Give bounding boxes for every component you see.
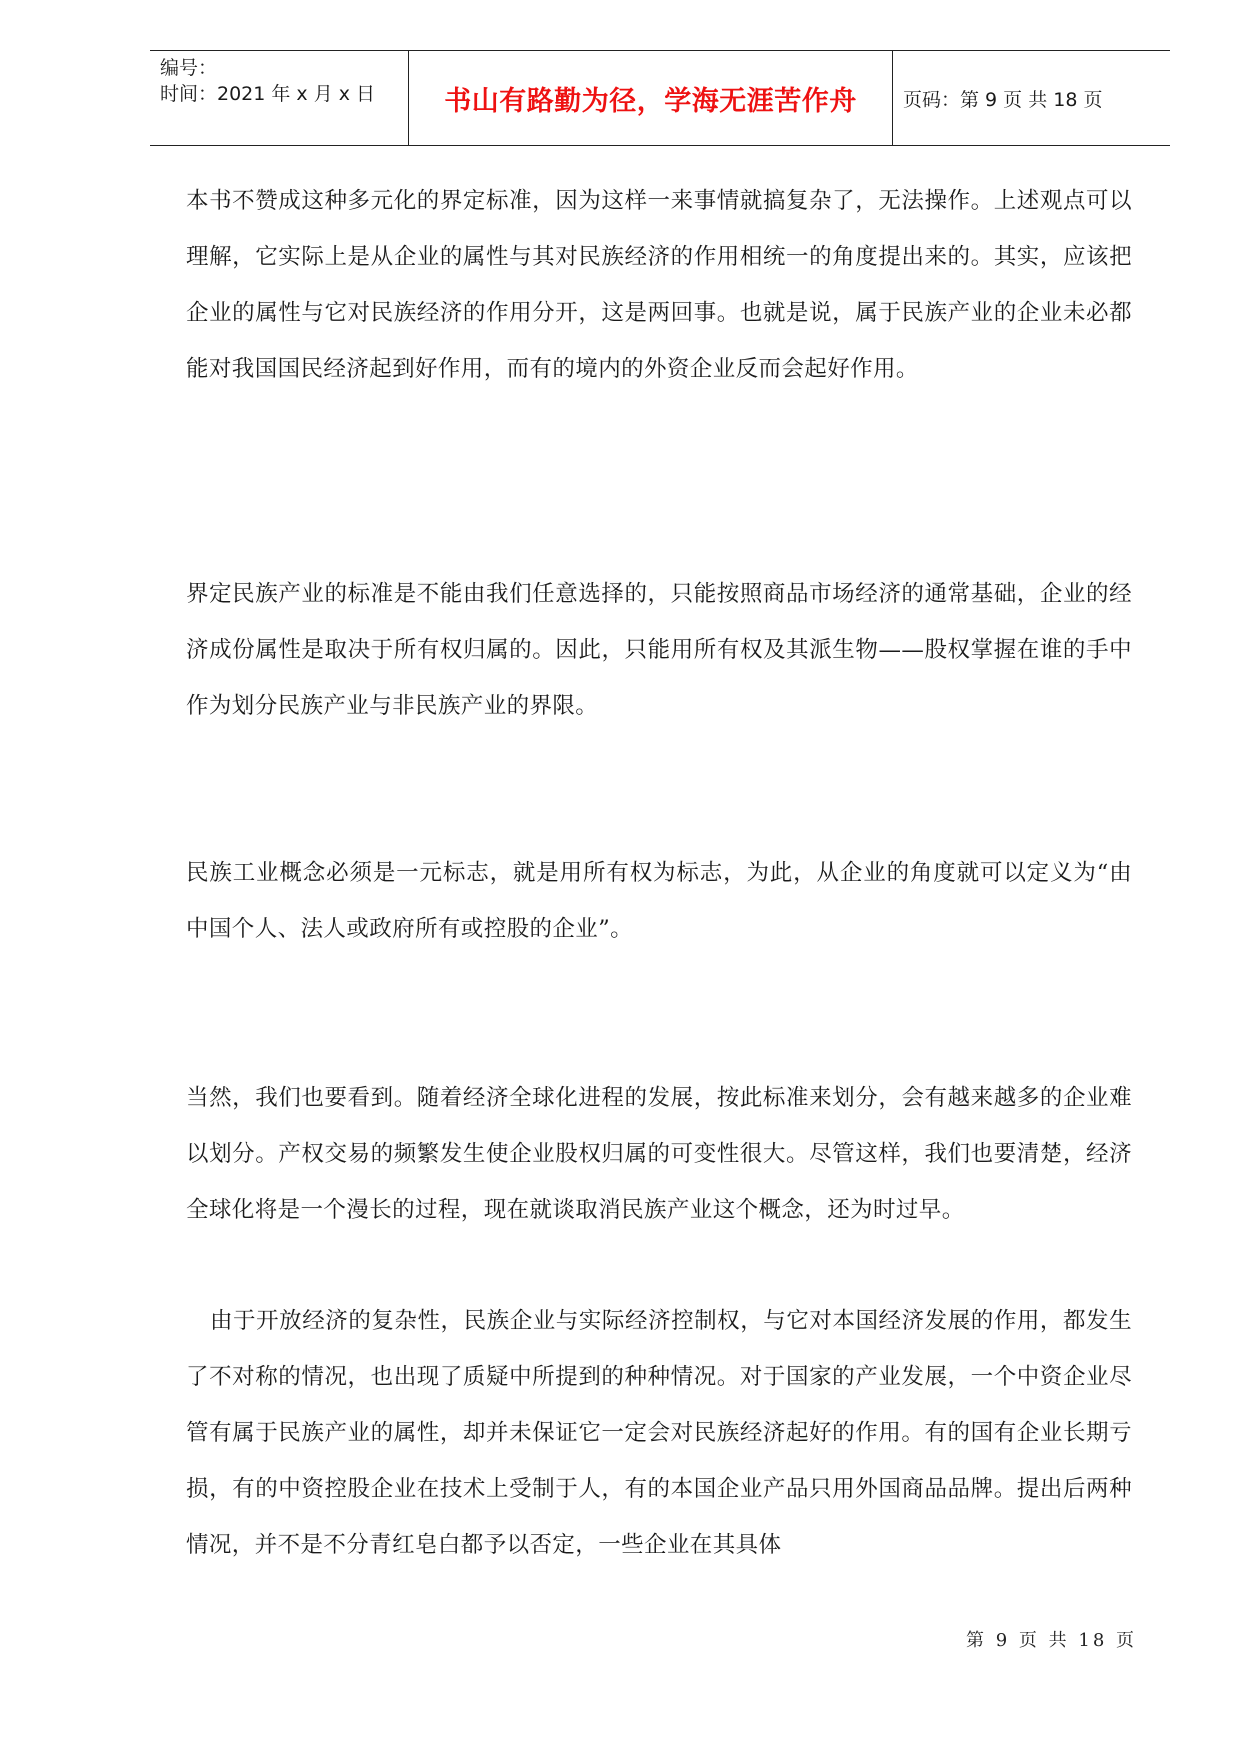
header-motto-cell xyxy=(409,51,893,145)
body-paragraph: 当然，我们也要看到。随着经济全球化进程的发展，按此标准来划分，会有越来越多的企业难以划分。产权交易的频繁发生使企业股权归属的可变性很大。尽管这样，我们也要清楚，经济全球化将是一个漫长的过程，现在就谈取消民族产业这个概念，还为时过早。 xyxy=(186,1085,1132,1223)
page-header xyxy=(150,50,1170,146)
body-paragraph: 界定民族产业的标准是不能由我们任意选择的，只能按照商品市场经济的通常基础，企业的经济成份属性是取决于所有权归属的。因此，只能用所有权及其派生物——股权掌握在谁的手中作为划分民族产业与非民族产业的界限。 xyxy=(186,581,1132,719)
body-paragraph: 本书不赞成这种多元化的界定标准，因为这样一来事情就搞复杂了，无法操作。上述观点可以理解，它实际上是从企业的属性与其对民族经济的作用相统一的角度提出来的。其实，应该把企业的属性与它对民族经济的作用分开，这是两回事。也就是说，属于民族产业的企业未必都能对我国国民经济起到好作用，而有的境内的外资企业反而会起好作用。 xyxy=(186,188,1132,382)
document-time-label: 时间：2021 年 x 月 x 日 xyxy=(160,83,376,105)
header-motto: 书山有路勤为径，学海无涯苦作舟 xyxy=(444,85,857,117)
body-paragraph: 民族工业概念必须是一元标志，就是用所有权为标志，为此，从企业的角度就可以定义为“由中国个人、法人或政府所有或控股的企业”。 xyxy=(186,860,1132,942)
body-paragraph: 由于开放经济的复杂性，民族企业与实际经济控制权，与它对本国经济发展的作用，都发生了不对称的情况，也出现了质疑中所提到的种种情况。对于国家的产业发展，一个中资企业尽管有属于民族产业的属性，却并未保证它一定会对民族经济起好的作用。有的国有企业长期亏损，有的中资控股企业在技术上受制于人，有的本国企业产品只用外国商品品牌。提出后两种情况，并不是不分青红皂白都予以否定，一些企业在其具体 xyxy=(186,1308,1132,1558)
page-footer-number: 第 9 页 共 18 页 xyxy=(966,1630,1137,1651)
document-number-label: 编号： xyxy=(160,57,218,79)
header-page-info: 页码：第 9 页 共 18 页 xyxy=(903,88,1103,111)
header-meta-cell xyxy=(150,51,409,145)
